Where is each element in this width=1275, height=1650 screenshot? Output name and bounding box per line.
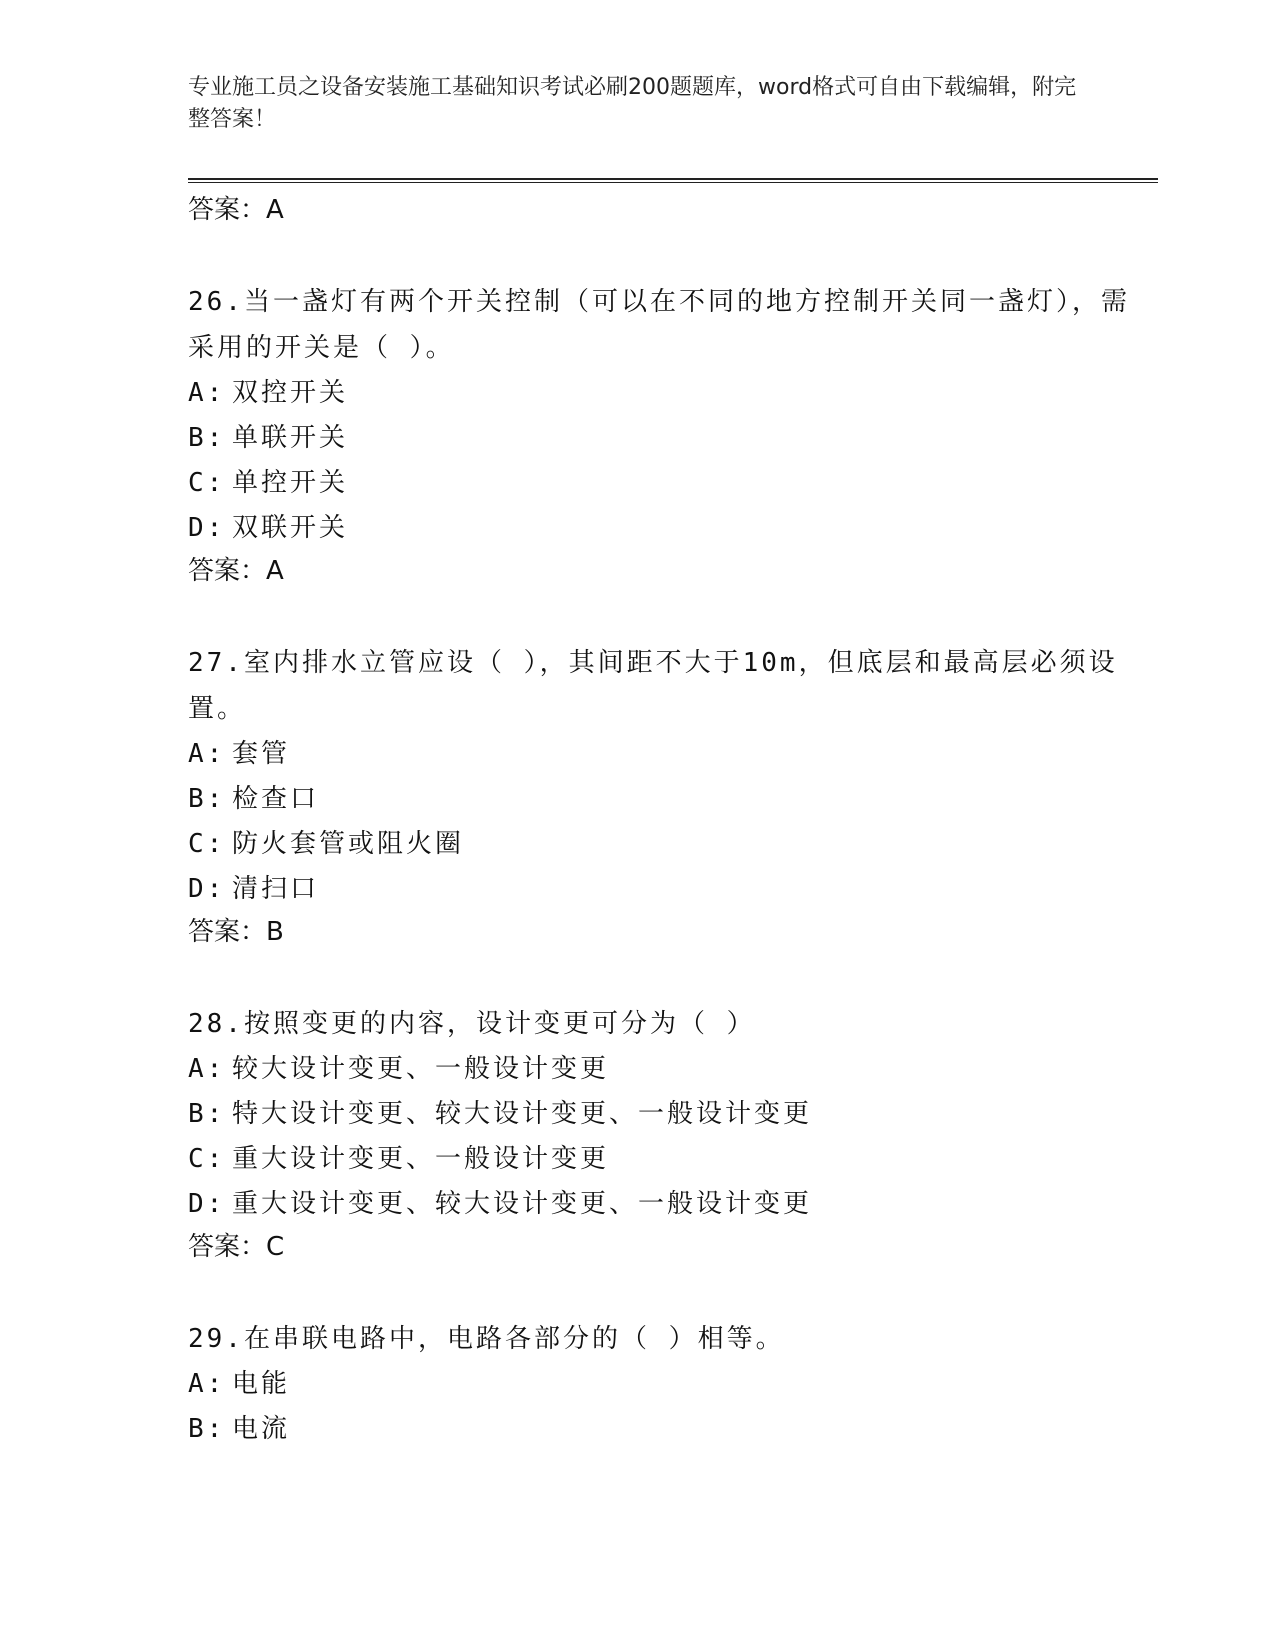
header-title: 专业施工员之设备安装施工基础知识考试必刷200题题库，word格式可自由下载编辑，附完整答案！	[188, 75, 1077, 132]
option-key: B:	[188, 423, 226, 453]
question-28	[188, 1001, 1158, 1267]
option-key: B:	[188, 1414, 226, 1444]
header-divider	[188, 178, 1158, 183]
question-27	[188, 640, 1158, 952]
option-text: 检查口	[232, 784, 320, 814]
option-a	[188, 371, 1158, 416]
option-text: 电能	[232, 1369, 291, 1399]
question-list	[188, 190, 1158, 1452]
question-26	[188, 279, 1158, 591]
option-key: B:	[188, 784, 226, 814]
option-key: D:	[188, 1189, 226, 1219]
option-b	[188, 1092, 1158, 1137]
option-a	[188, 1047, 1158, 1092]
option-d	[188, 1182, 1158, 1227]
option-text: 特大设计变更、较大设计变更、一般设计变更	[232, 1099, 813, 1129]
answer-26: 答案：A	[188, 556, 284, 586]
previous-answer: 答案：A	[188, 195, 284, 225]
option-c	[188, 1137, 1158, 1182]
option-a	[188, 1362, 1158, 1407]
option-key: D:	[188, 513, 226, 543]
option-text: 重大设计变更、一般设计变更	[232, 1144, 610, 1174]
option-text: 较大设计变更、一般设计变更	[232, 1054, 610, 1084]
option-key: C:	[188, 829, 226, 859]
option-text: 清扫口	[232, 874, 320, 904]
option-key: A:	[188, 1369, 226, 1399]
option-key: A:	[188, 378, 226, 408]
option-key: B:	[188, 1099, 226, 1129]
question-29	[188, 1316, 1158, 1452]
option-text: 单联开关	[232, 423, 349, 453]
option-c	[188, 822, 1158, 867]
answer-27: 答案：B	[188, 917, 284, 947]
option-text: 双控开关	[232, 378, 349, 408]
option-text: 防火套管或阻火圈	[232, 829, 465, 859]
option-key: C:	[188, 1144, 226, 1174]
option-text: 双联开关	[232, 513, 349, 543]
question-text: 29.在串联电路中，电路各部分的（ ）相等。	[188, 1324, 785, 1354]
option-text: 电流	[232, 1414, 291, 1444]
option-b	[188, 777, 1158, 822]
answer-28: 答案：C	[188, 1232, 285, 1262]
option-key: D:	[188, 874, 226, 904]
option-key: A:	[188, 739, 226, 769]
option-b	[188, 416, 1158, 461]
option-d	[188, 506, 1158, 551]
option-key: A:	[188, 1054, 226, 1084]
option-key: C:	[188, 468, 226, 498]
option-d	[188, 867, 1158, 912]
question-text: 26.当一盏灯有两个开关控制（可以在不同的地方控制开关同一盏灯），需采用的开关是（ ）。	[188, 287, 1130, 363]
option-text: 单控开关	[232, 468, 349, 498]
option-text: 套管	[232, 739, 291, 769]
page-header	[188, 72, 1088, 136]
option-b	[188, 1407, 1158, 1452]
question-text: 27.室内排水立管应设（ ），其间距不大于10m，但底层和最高层必须设置。	[188, 648, 1118, 724]
question-text: 28.按照变更的内容，设计变更可分为（ ）	[188, 1009, 756, 1039]
option-text: 重大设计变更、较大设计变更、一般设计变更	[232, 1189, 813, 1219]
option-c	[188, 461, 1158, 506]
option-a	[188, 732, 1158, 777]
